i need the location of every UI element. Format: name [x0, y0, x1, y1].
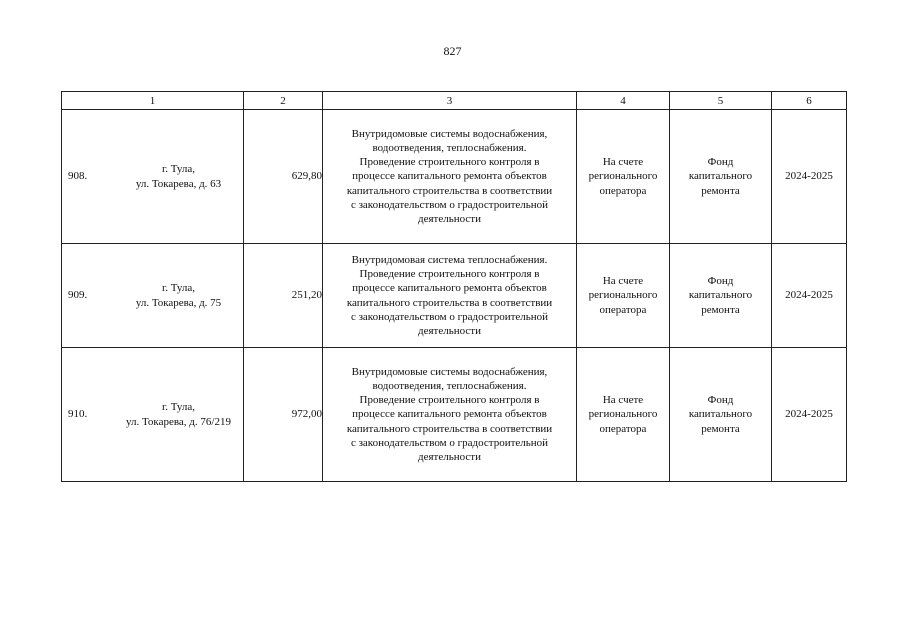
- address-street: ул. Токарева, д. 75: [135, 296, 222, 309]
- account-cell: [577, 110, 670, 244]
- account-line: регионального: [588, 408, 658, 421]
- address-city: г. Тула,: [161, 163, 196, 176]
- period-cell: 2024-2025: [772, 244, 847, 348]
- address-cell: [62, 110, 244, 244]
- column-header-5: 5: [670, 92, 772, 110]
- account-cell: [577, 244, 670, 348]
- address: [114, 162, 243, 190]
- header-row: [62, 92, 847, 110]
- address-city: г. Тула,: [161, 401, 196, 414]
- work-line: Проведение строительного контроля в: [359, 268, 540, 281]
- fund-line: капитального: [688, 408, 753, 421]
- work-line: Внутридомовые системы водоснабжения,: [351, 127, 548, 140]
- address-street: ул. Токарева, д. 63: [135, 177, 222, 190]
- account-line: оператора: [599, 184, 647, 197]
- fund-line: ремонта: [701, 184, 740, 197]
- column-header-2: 2: [244, 92, 323, 110]
- column-header-4: 4: [577, 92, 670, 110]
- account-line: На счете: [602, 156, 644, 169]
- work-line: капитального строительства в соответствии: [346, 296, 553, 309]
- column-header-6: 6: [772, 92, 847, 110]
- work-description-cell: [323, 348, 577, 482]
- table-row: [62, 244, 847, 348]
- work-line: водоотведения, теплоснабжения.: [372, 141, 527, 154]
- work-line: деятельности: [418, 213, 481, 225]
- column-header-1: 1: [62, 92, 244, 110]
- row-index: 908.: [68, 170, 88, 183]
- table-row: [62, 348, 847, 482]
- page-number: 827: [443, 44, 462, 58]
- work-line: с законодательством о градостроительной: [350, 436, 549, 449]
- fund-cell: [670, 244, 772, 348]
- fund-cell: [670, 348, 772, 482]
- cost-cell: 251,20: [244, 244, 323, 348]
- address-cell: [62, 348, 244, 482]
- account-line: регионального: [588, 170, 658, 183]
- work-line: водоотведения, теплоснабжения.: [372, 379, 527, 392]
- fund-line: капитального: [688, 289, 753, 302]
- work-description-cell: [323, 110, 577, 244]
- fund-line: ремонта: [701, 422, 740, 435]
- work-line: Проведение строительного контроля в: [359, 394, 540, 407]
- table-row: [62, 110, 847, 244]
- address-cell: [62, 244, 244, 348]
- capital-repair-table: [61, 91, 847, 482]
- row-index: 910.: [68, 408, 88, 421]
- fund-line: капитального: [688, 170, 753, 183]
- fund-line: Фонд: [707, 156, 734, 169]
- work-description-cell: [323, 244, 577, 348]
- address: [114, 400, 243, 428]
- address: [114, 281, 243, 309]
- account-line: На счете: [602, 275, 644, 288]
- fund-line: Фонд: [707, 394, 734, 407]
- work-line: процессе капитального ремонта объектов: [352, 170, 547, 183]
- account-cell: [577, 348, 670, 482]
- account-line: регионального: [588, 289, 658, 302]
- work-line: процессе капитального ремонта объектов: [352, 282, 547, 295]
- column-header-3: 3: [323, 92, 577, 110]
- fund-cell: [670, 110, 772, 244]
- work-line: с законодательством о градостроительной: [350, 310, 549, 323]
- period-cell: 2024-2025: [772, 110, 847, 244]
- address-street: ул. Токарева, д. 76/219: [126, 415, 231, 428]
- work-line: деятельности: [418, 324, 481, 337]
- account-line: На счете: [602, 394, 644, 407]
- work-line: Внутридомовая система теплоснабжения.: [351, 253, 548, 266]
- account-line: оператора: [599, 303, 647, 316]
- fund-line: ремонта: [701, 303, 740, 316]
- work-line: процессе капитального ремонта объектов: [352, 408, 547, 421]
- work-line: капитального строительства в соответствии: [346, 422, 553, 435]
- cost-cell: 629,80: [244, 110, 323, 244]
- period-cell: 2024-2025: [772, 348, 847, 482]
- work-line: капитального строительства в соответствии: [346, 184, 553, 197]
- fund-line: Фонд: [707, 275, 734, 288]
- cost-cell: 972,00: [244, 348, 323, 482]
- work-line: с законодательством о градостроительной: [350, 198, 549, 211]
- work-line: деятельности: [418, 451, 481, 463]
- work-line: Внутридомовые системы водоснабжения,: [351, 365, 548, 378]
- address-city: г. Тула,: [161, 282, 196, 295]
- account-line: оператора: [599, 422, 647, 435]
- work-line: Проведение строительного контроля в: [359, 156, 540, 169]
- row-index: 909.: [68, 289, 88, 302]
